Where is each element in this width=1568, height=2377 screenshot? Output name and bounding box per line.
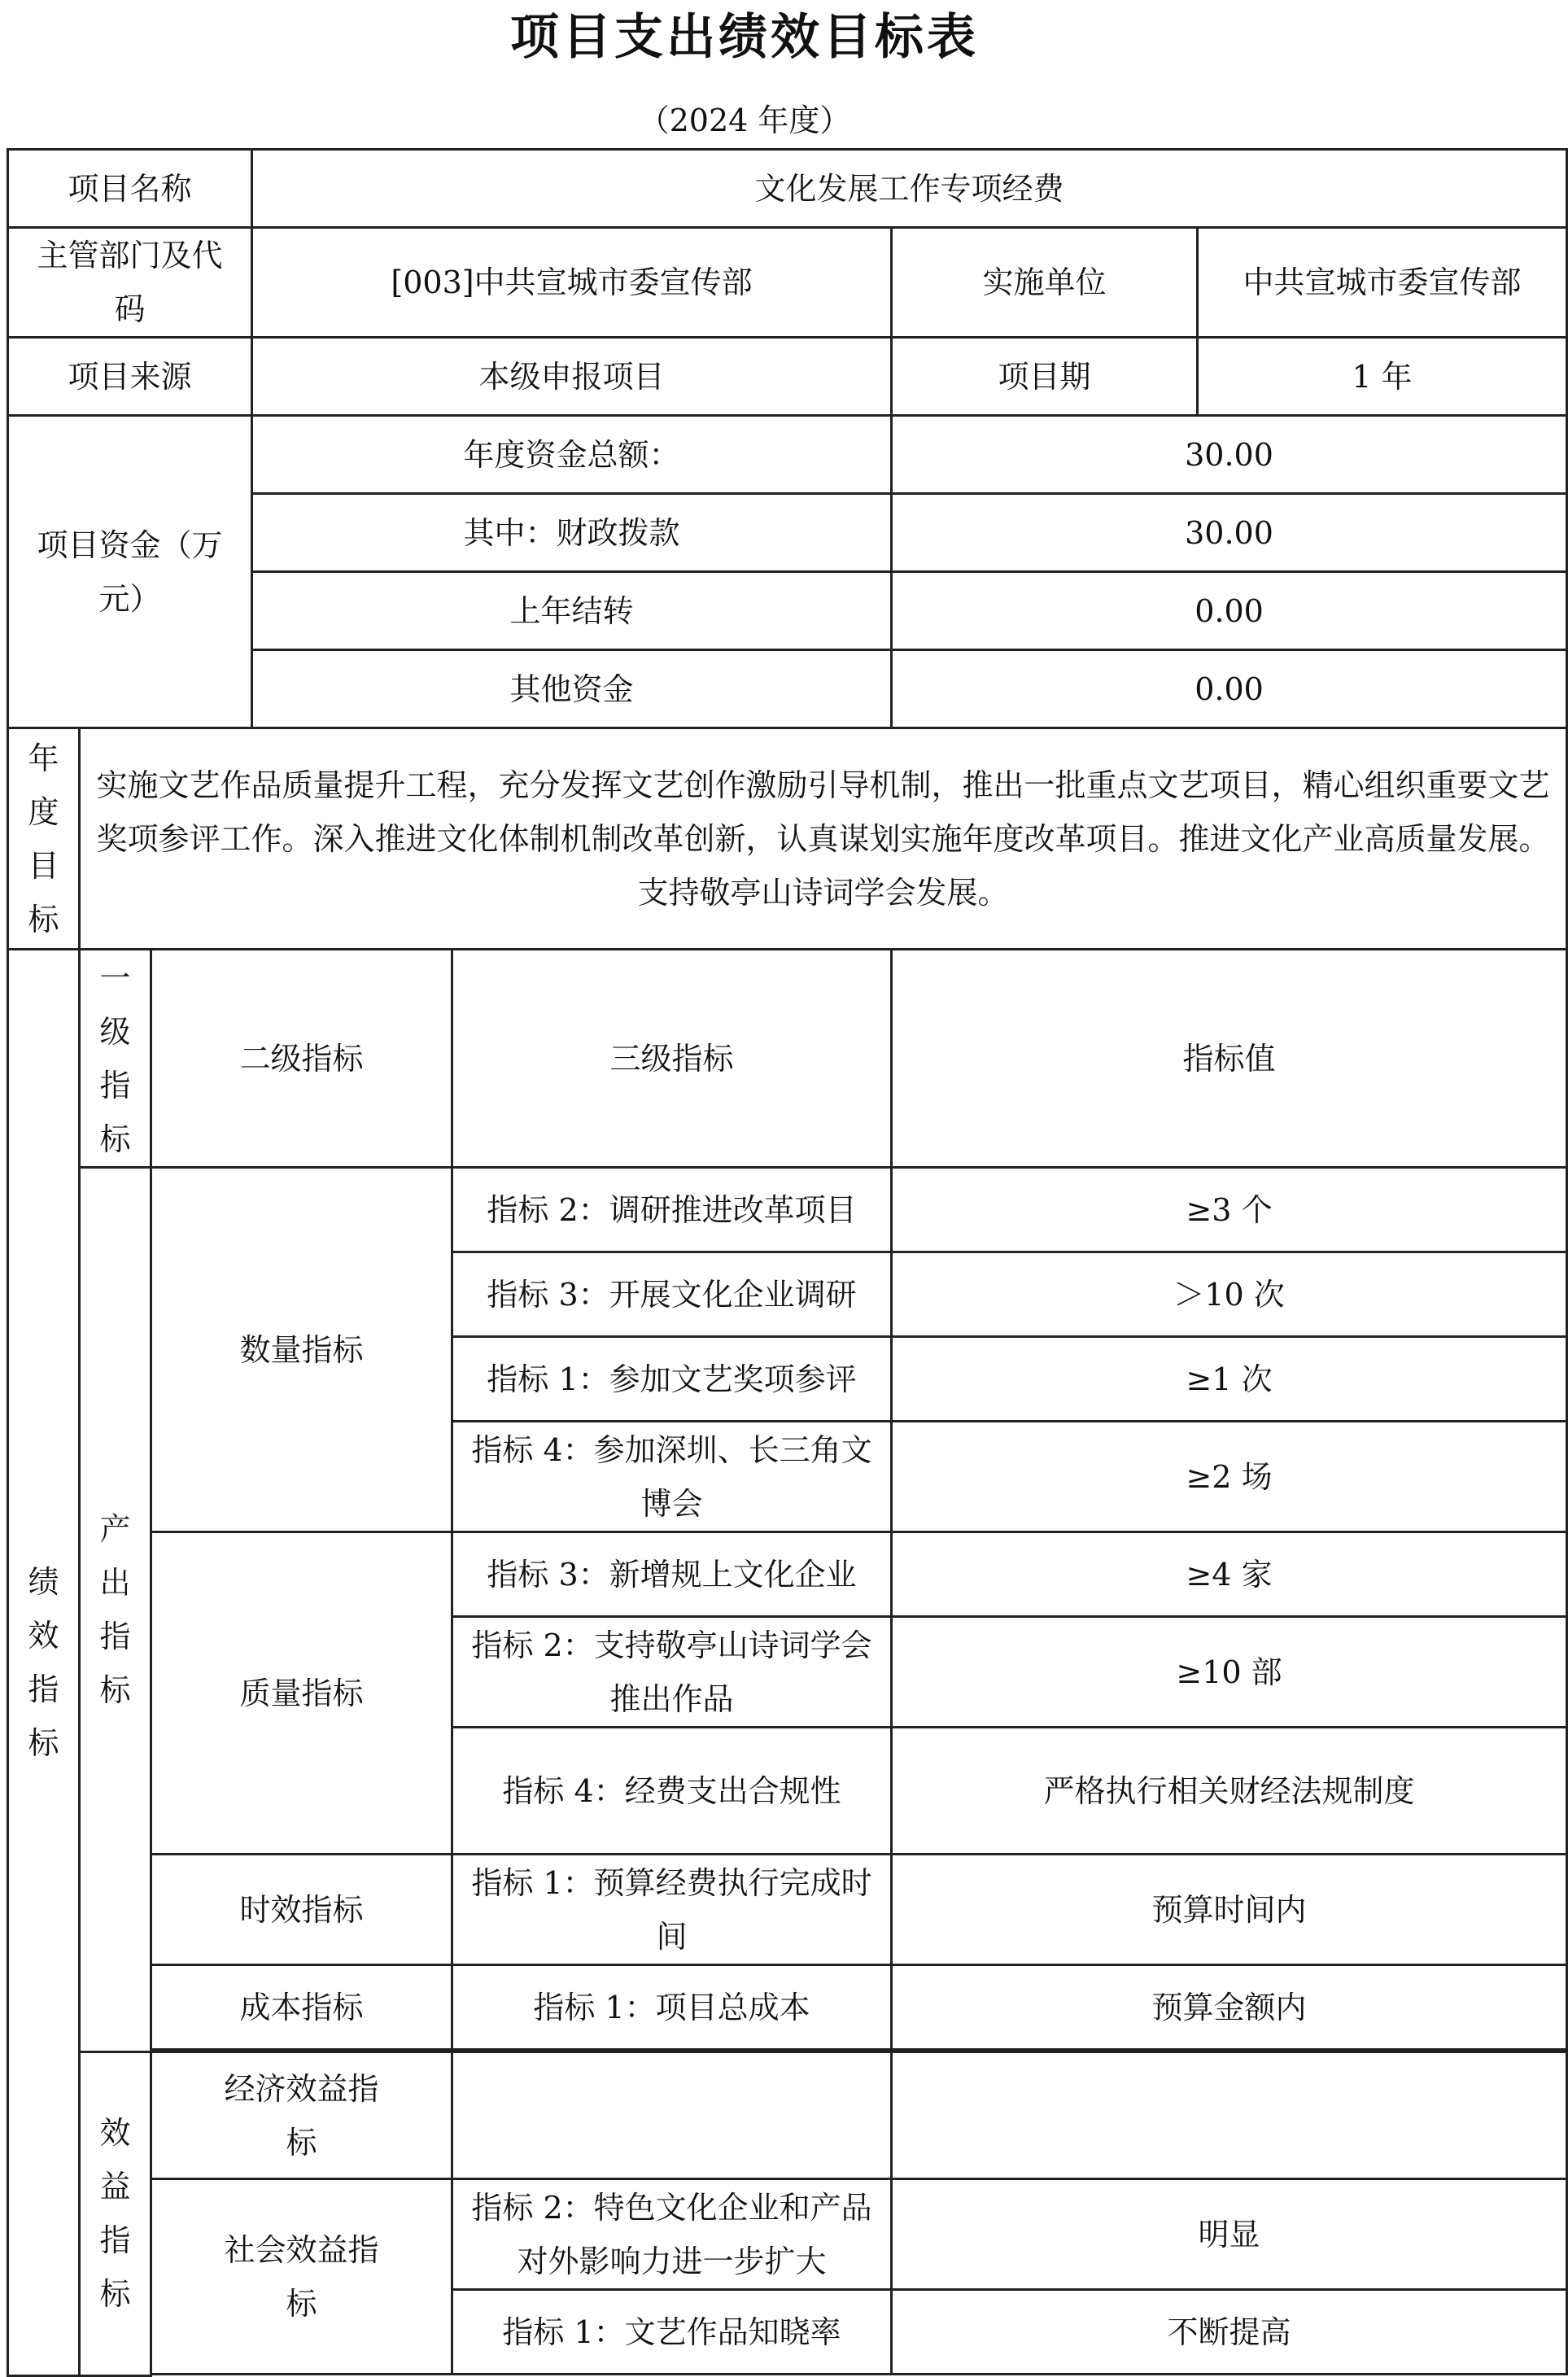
unit-value: 中共宣城市委宣传部	[1198, 228, 1567, 338]
row-source	[8, 338, 1567, 416]
table-row	[8, 1168, 1567, 1252]
year-subtitle: （2024 年度）	[638, 103, 851, 138]
spacer-cell	[892, 2375, 1567, 2376]
page-title: 项目支出绩效目标表	[510, 9, 979, 66]
project-name-label: 项目名称	[8, 150, 252, 228]
annual-goal-text: 实施文艺作品质量提升工程，充分发挥文艺创作激励引导机制，推出一批重点文艺项目，精心组织重要文艺奖项参评工作。深入推进文化体制机制改革创新，认真谋划实施年度改革项目。推进文化产业高质量发展。支持敬亭山诗词学会发展。	[80, 728, 1567, 950]
row-indicator-header	[8, 950, 1567, 1168]
table-row	[8, 1965, 1567, 2050]
benefit-label: 效益指标	[80, 2052, 151, 2376]
header-level3: 三级指标	[452, 950, 892, 1168]
row-department	[8, 228, 1567, 338]
funds-carryover-label: 上年结转	[252, 572, 892, 650]
indicator-name: 指标 1：文艺作品知晓率	[452, 2290, 892, 2375]
indicator-name: 指标 4：参加深圳、长三角文博会	[452, 1422, 892, 1532]
indicator-name: 指标 2：支持敬亭山诗词学会推出作品	[452, 1617, 892, 1728]
funds-fiscal-label: 其中：财政拨款	[252, 494, 892, 572]
indicator-value: 预算金额内	[892, 1965, 1567, 2050]
indicator-value: ≥3 个	[892, 1168, 1567, 1252]
indicator-name: 指标 2：调研推进改革项目	[452, 1168, 892, 1252]
spacer-cell	[151, 2375, 452, 2376]
indicator-name: 指标 3：开展文化企业调研	[452, 1252, 892, 1337]
dept-value: [003]中共宣城市委宣传部	[252, 228, 892, 338]
table-row	[8, 2052, 1567, 2179]
row-annual-goal	[8, 728, 1567, 950]
table-row	[8, 2179, 1567, 2290]
indicator-name: 指标 1：项目总成本	[452, 1965, 892, 2050]
indicator-value: ≥2 场	[892, 1422, 1567, 1532]
table-row-spacer	[8, 2375, 1567, 2376]
indicator-name	[452, 2052, 892, 2179]
table-row	[8, 1855, 1567, 1965]
indicator-name: 指标 3：新增规上文化企业	[452, 1532, 892, 1617]
quantity-label: 数量指标	[151, 1168, 452, 1532]
funds-other-value: 0.00	[892, 650, 1567, 728]
source-value: 本级申报项目	[252, 338, 892, 416]
indicator-name: 指标 4：经费支出合规性	[452, 1728, 892, 1855]
dept-label: 主管部门及代码	[8, 228, 252, 338]
output-label: 产出指标	[80, 1168, 151, 2052]
performance-table	[7, 148, 1568, 2377]
indicator-value: 预算时间内	[892, 1855, 1567, 1965]
indicator-value: 严格执行相关财经法规制度	[892, 1728, 1567, 1855]
row-funds-total	[8, 416, 1567, 494]
funds-fiscal-value: 30.00	[892, 494, 1567, 572]
indicator-value: ＞10 次	[892, 1252, 1567, 1337]
cost-label: 成本指标	[151, 1965, 452, 2050]
period-label: 项目期	[892, 338, 1198, 416]
funds-total-value: 30.00	[892, 416, 1567, 494]
funds-label: 项目资金（万元）	[8, 416, 252, 728]
quality-label: 质量指标	[151, 1532, 452, 1855]
funds-other-label: 其他资金	[252, 650, 892, 728]
unit-label: 实施单位	[892, 228, 1198, 338]
indicator-value: ≥10 部	[892, 1617, 1567, 1728]
table-row	[8, 1532, 1567, 1617]
funds-total-label: 年度资金总额：	[252, 416, 892, 494]
timeliness-label: 时效指标	[151, 1855, 452, 1965]
indicator-name: 指标 1：参加文艺奖项参评	[452, 1337, 892, 1422]
indicator-value	[892, 2052, 1567, 2179]
period-value: 1 年	[1198, 338, 1567, 416]
row-project-name	[8, 150, 1567, 228]
header-level1: 一级指标	[80, 950, 151, 1168]
header-value: 指标值	[892, 950, 1567, 1168]
indicator-name: 指标 2：特色文化企业和产品对外影响力进一步扩大	[452, 2179, 892, 2290]
project-name-value: 文化发展工作专项经费	[252, 150, 1567, 228]
social-label: 社会效益指标	[151, 2179, 452, 2375]
indicator-value: 明显	[892, 2179, 1567, 2290]
spacer-cell	[452, 2375, 892, 2376]
annual-goal-label: 年度目标	[8, 728, 80, 950]
indicator-value: ≥1 次	[892, 1337, 1567, 1422]
indicator-name: 指标 1：预算经费执行完成时间	[452, 1855, 892, 1965]
economic-label: 经济效益指标	[151, 2052, 452, 2179]
funds-carryover-value: 0.00	[892, 572, 1567, 650]
indicator-value: 不断提高	[892, 2290, 1567, 2375]
indicators-section-label: 绩效指标	[8, 950, 80, 2376]
header-level2: 二级指标	[151, 950, 452, 1168]
indicator-value: ≥4 家	[892, 1532, 1567, 1617]
source-label: 项目来源	[8, 338, 252, 416]
